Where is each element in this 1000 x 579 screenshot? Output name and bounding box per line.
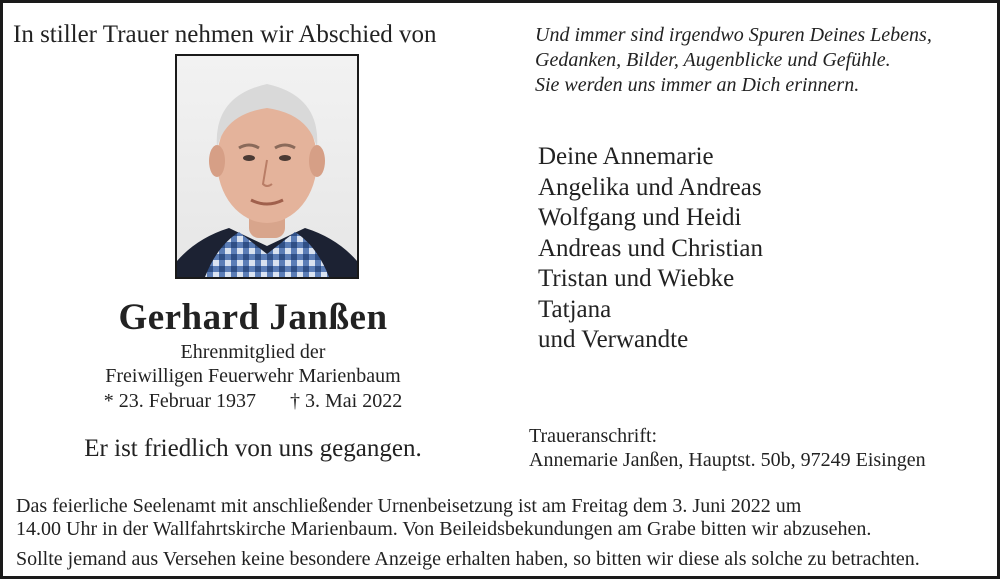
address-label: Traueranschrift: bbox=[529, 425, 658, 447]
intro-text: In stiller Trauer nehmen wir Abschied von bbox=[13, 21, 437, 48]
family-member: Wolfgang und Heidi bbox=[538, 204, 742, 231]
life-dates bbox=[3, 390, 503, 413]
quote-line: Gedanken, Bilder, Augenblicke und Gefühle. bbox=[535, 49, 891, 71]
family-member: Tristan und Wiebke bbox=[538, 265, 735, 292]
address-value: Annemarie Janßen, Hauptst. 50b, 97249 Eisingen bbox=[529, 449, 926, 471]
honor-line-2: Freiwilligen Feuerwehr Marienbaum bbox=[105, 365, 401, 387]
memorial-quote bbox=[535, 23, 932, 98]
portrait-photo bbox=[175, 54, 359, 279]
service-notice bbox=[16, 495, 871, 541]
death-date: † 3. Mai 2022 bbox=[289, 390, 403, 412]
disclaimer-text: Sollte jemand aus Versehen keine besondere Anzeige erhalten haben, so bitten wir diese als solche zu betrachten. bbox=[16, 548, 920, 570]
portrait-image bbox=[177, 56, 357, 277]
quote-line: Sie werden uns immer an Dich erinnern. bbox=[535, 74, 860, 96]
family-member: Andreas und Christian bbox=[538, 234, 763, 262]
deceased-name: Gerhard Janßen bbox=[118, 297, 388, 338]
family-member: Angelika und Andreas bbox=[538, 173, 762, 201]
peaceful-statement: Er ist friedlich von uns gegangen. bbox=[84, 435, 422, 462]
quote-line: Und immer sind irgendwo Spuren Deines Lebens, bbox=[535, 24, 932, 46]
service-line: Das feierliche Seelenamt mit anschließender Urnenbeisetzung ist am Freitag dem 3. Juni 2022 um bbox=[16, 495, 802, 517]
birth-date: * 23. Februar 1937 bbox=[103, 390, 256, 412]
family-member: Deine Annemarie bbox=[538, 143, 714, 170]
service-line: 14.00 Uhr in der Wallfahrtskirche Marienbaum. Von Beileidsbekundungen am Grabe bitten wir abzusehen. bbox=[16, 518, 872, 540]
honor-line-1: Ehrenmitglied der bbox=[180, 341, 326, 363]
family-member: und Verwandte bbox=[538, 326, 689, 353]
family-list bbox=[538, 142, 763, 356]
family-member: Tatjana bbox=[538, 295, 612, 323]
